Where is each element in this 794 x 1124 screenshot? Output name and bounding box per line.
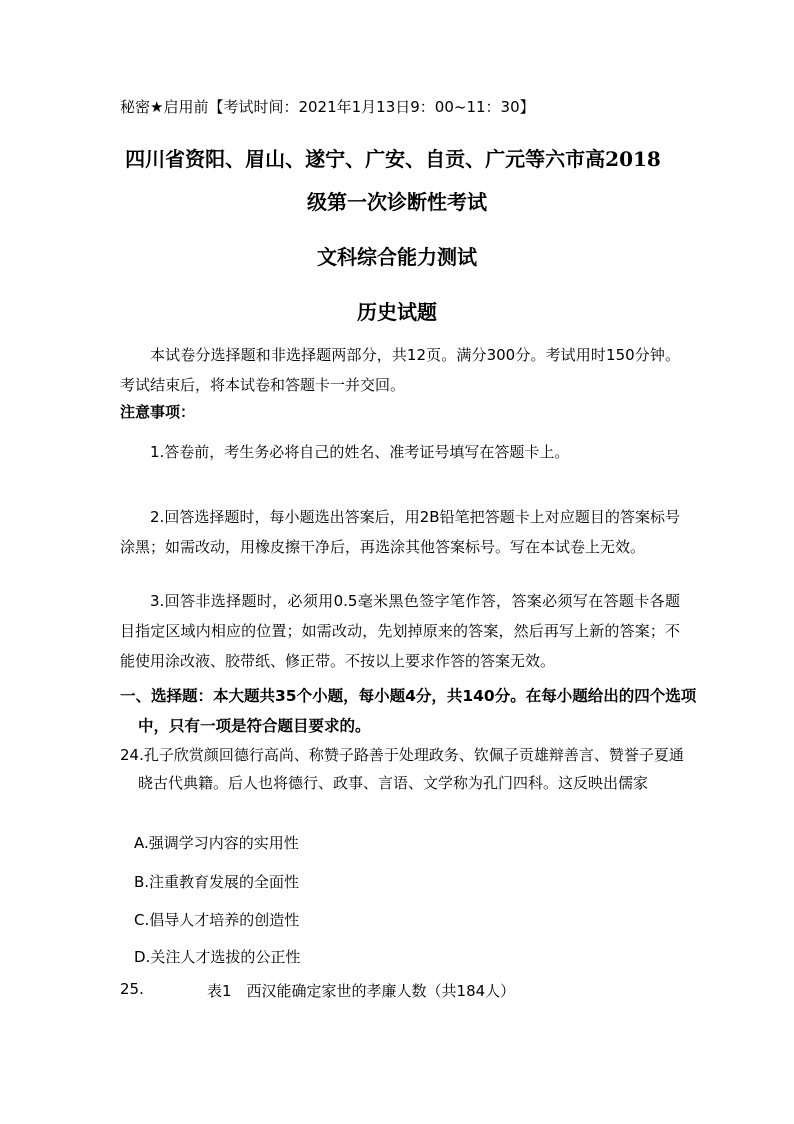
notice-item-2: 2.回答选择题时，每小题选出答案后，用2B铅笔把答题卡上对应题目的答案标号涂黑；如需改动，用橡皮擦干净后，再选涂其他答案标号。写在本试卷上无效。 — [120, 508, 680, 556]
table-1-caption: 表1 西汉能确定家世的孝廉人数（共184人） — [207, 982, 516, 1000]
question-25-number: 25. — [120, 980, 144, 998]
exam-title-line-1: 四川省资阳、眉山、遂宁、广安、自贡、广元等六市高2018 — [125, 147, 661, 171]
question-24-option-b: B.注重教育发展的全面性 — [134, 873, 300, 891]
question-24-option-d: D.关注人才选拔的公正性 — [134, 948, 301, 966]
subject-title: 文科综合能力测试 — [317, 245, 477, 269]
notice-item-1: 1.答卷前，考生务必将自己的姓名、准考证号填写在答题卡上。 — [150, 443, 570, 461]
paper-title: 历史试题 — [357, 300, 437, 324]
section-1-heading: 一、选择题：本大题共35个小题，每小题4分，共140分。在每小题给出的四个选项中，只有一项是符合题目要求的。 — [120, 687, 697, 735]
notice-item-3: 3.回答非选择题时，必须用0.5毫米黑色签字笔作答，答案必须写在答题卡各题目指定区域内相应的位置；如需改动，先划掉原来的答案，然后再写上新的答案；不能使用涂改液、胶带纸、修正带。不按以上要求作答的答案无效。 — [120, 592, 680, 670]
exam-title-line-2: 级第一次诊断性考试 — [307, 190, 487, 214]
question-24-stem: 24.孔子欣赏颜回德行高尚、称赞子路善于处理政务、钦佩子贡雄辩善言、赞誉子夏通晓古代典籍。后人也将德行、政事、言语、文学称为孔门四科。这反映出儒家 — [120, 746, 684, 792]
question-24-option-c: C.倡导人才培养的创造性 — [134, 911, 300, 929]
question-24-option-a: A.强调学习内容的实用性 — [134, 834, 299, 852]
confidential-exam-time-note: 秘密★启用前【考试时间：2021年1月13日9：00~11：30】 — [120, 98, 535, 116]
intro-paragraph: 本试卷分选择题和非选择题两部分，共12页。满分300分。考试用时150分钟。考试结束后，将本试卷和答题卡一并交回。 — [120, 346, 680, 394]
notice-heading: 注意事项： — [120, 403, 196, 421]
